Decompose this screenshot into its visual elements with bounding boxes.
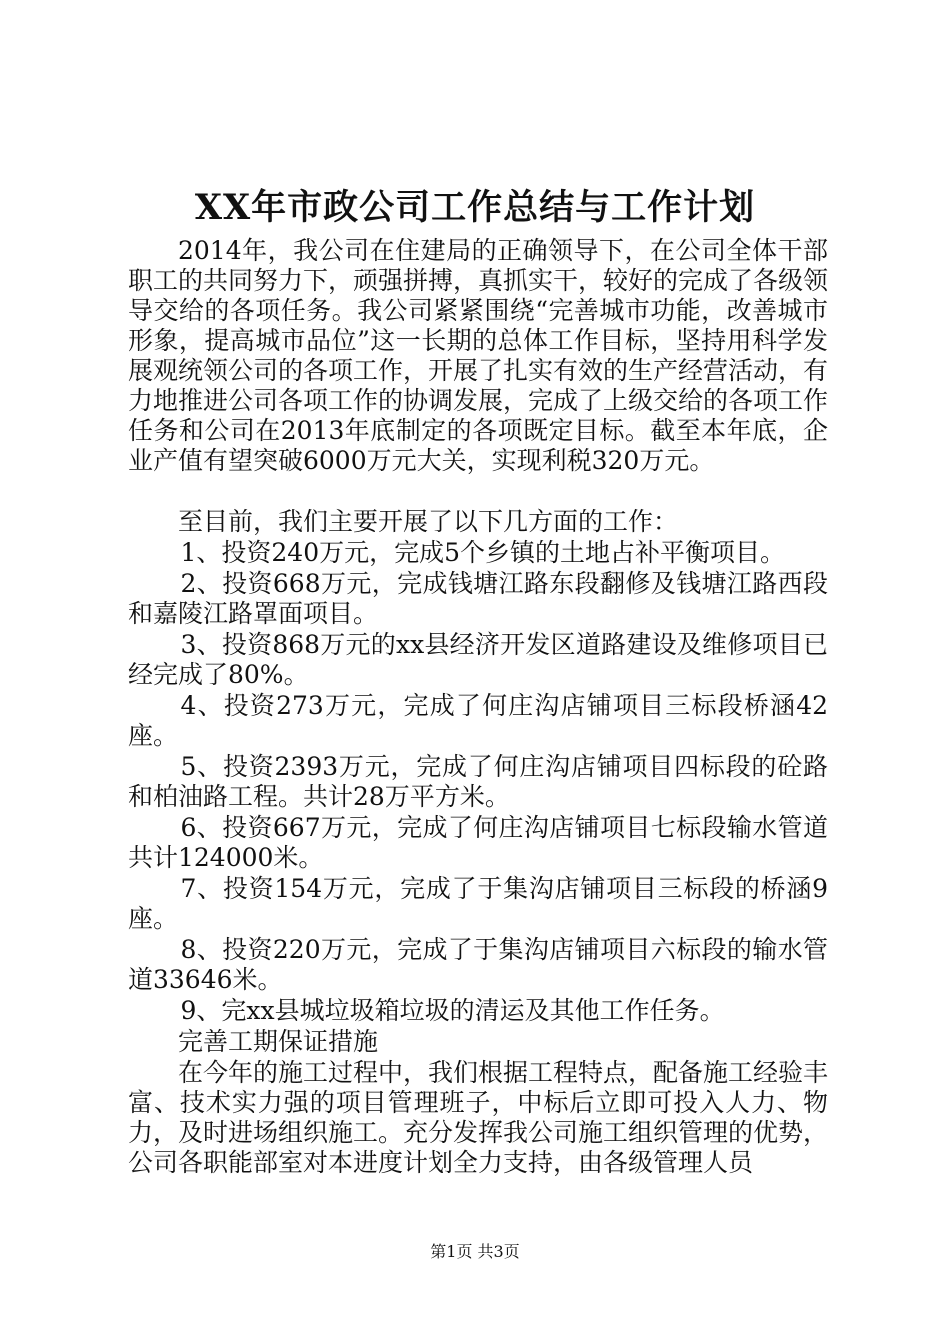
intro-paragraph: 2014年，我公司在住建局的正确领导下，在公司全体干部职工的共同努力下，顽强拼搏，真抓实干，较好的完成了各级领导交给的各项任务。我公司紧紧围绕“完善城市功能，改善城市形象，提高城市品位”这一长期的总体工作目标，坚持用科学发展观统领公司的各项工作，开展了扎实有效的生产经营活动，有力地推进公司各项工作的协调发展，完成了上级交给的各项工作任务和公司在2013年底制定的各项既定目标。截至本年底，企业产值有望突破6000万元大关，实现利税320万元。 xyxy=(128,236,829,475)
work-item-7: 7、投资154万元，完成了于集沟店铺项目三标段的桥涵9座。 xyxy=(128,874,828,933)
document-title: XX年市政公司工作总结与工作计划 xyxy=(194,187,756,228)
work-item-8: 8、投资220万元，完成了于集沟店铺项目六标段的输水管道33646米。 xyxy=(128,935,828,994)
section-paragraph: 在今年的施工过程中，我们根据工程特点，配备施工经验丰富、技术实力强的项目管理班子，中标后立即可投入人力、物力，及时进场组织施工。充分发挥我公司施工组织管理的优势，公司各职能部室对本进度计划全力支持，由各级管理人员 xyxy=(128,1058,829,1177)
work-item-1: 1、投资240万元，完成5个乡镇的土地占补平衡项目。 xyxy=(180,538,786,567)
work-item-3: 3、投资868万元的xx县经济开发区道路建设及维修项目已经完成了80%。 xyxy=(128,630,828,689)
work-item-6: 6、投资667万元，完成了何庄沟店铺项目七标段输水管道共计124000米。 xyxy=(128,813,828,872)
work-overview-paragraph: 至目前，我们主要开展了以下几方面的工作： xyxy=(178,507,679,536)
document-body xyxy=(128,236,828,1179)
work-item-4: 4、投资273万元，完成了何庄沟店铺项目三标段桥涵42座。 xyxy=(128,691,828,750)
work-item-9: 9、完xx县城垃圾箱垃圾的清运及其他工作任务。 xyxy=(180,996,725,1025)
section-heading: 完善工期保证措施 xyxy=(178,1027,379,1056)
page-footer: 第1页 共3页 xyxy=(430,1242,520,1261)
work-item-5: 5、投资2393万元，完成了何庄沟店铺项目四标段的砼路和柏油路工程。共计28万平方米。 xyxy=(128,752,828,811)
work-item-2: 2、投资668万元，完成钱塘江路东段翻修及钱塘江路西段和嘉陵江路罩面项目。 xyxy=(128,569,828,628)
